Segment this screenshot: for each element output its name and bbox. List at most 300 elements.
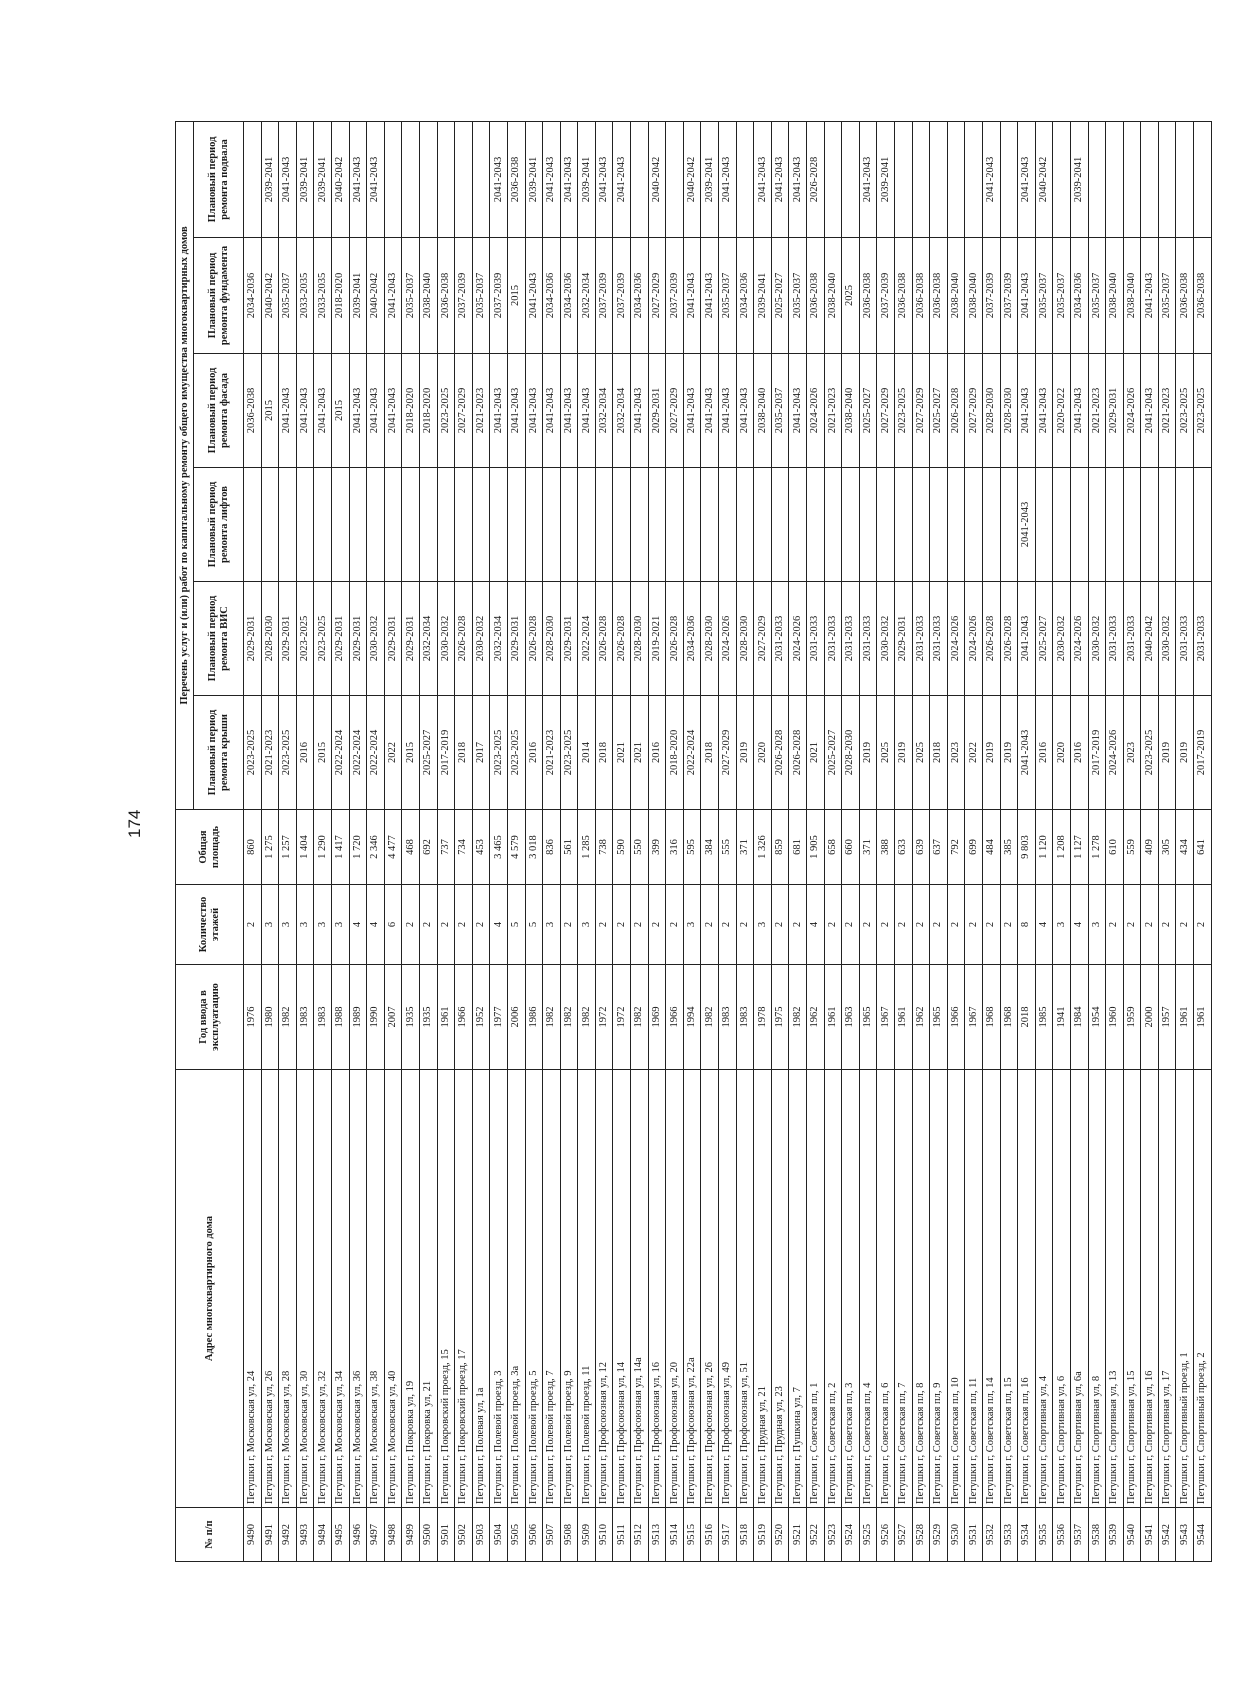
table-row [666, 121, 684, 1561]
cell-num: 9527 [894, 1508, 912, 1562]
cell-year: 1983 [296, 965, 314, 1070]
cell-num: 9521 [789, 1508, 807, 1562]
cell-year: 1957 [1158, 965, 1176, 1070]
cell-lift [736, 468, 754, 582]
cell-num: 9540 [1123, 1508, 1141, 1562]
cell-area: 1 285 [578, 810, 596, 885]
cell-lift [1053, 468, 1071, 582]
cell-year: 1972 [595, 965, 613, 1070]
cell-year: 1969 [648, 965, 666, 1070]
cell-roof: 2019 [1158, 696, 1176, 810]
table-row [1000, 121, 1018, 1561]
cell-year: 1983 [736, 965, 754, 1070]
cell-foundation: 2027-2029 [648, 238, 666, 354]
cell-area: 734 [455, 810, 473, 885]
cell-vis: 2031-2033 [824, 582, 842, 696]
cell-foundation: 2025-2027 [771, 238, 789, 354]
cell-basement [930, 121, 948, 237]
cell-lift [1106, 468, 1124, 582]
table-row [507, 121, 525, 1561]
table-row [525, 121, 543, 1561]
cell-vis: 2032-2034 [490, 582, 508, 696]
cell-facade: 2028-2030 [982, 354, 1000, 468]
cell-foundation: 2037-2039 [490, 238, 508, 354]
cell-year: 1983 [719, 965, 737, 1070]
cell-roof: 2025-2027 [419, 696, 437, 810]
cell-floors: 3 [261, 885, 279, 965]
cell-lift [1176, 468, 1194, 582]
cell-num: 9524 [842, 1508, 860, 1562]
cell-lift [578, 468, 596, 582]
cell-basement [455, 121, 473, 237]
cell-year: 1982 [789, 965, 807, 1070]
table-row [807, 121, 825, 1561]
header-vis: Плановый период ремонта ВИС [194, 582, 244, 696]
cell-facade: 2027-2029 [877, 354, 895, 468]
cell-basement [244, 121, 262, 237]
table-row [472, 121, 490, 1561]
cell-facade: 2023-2025 [894, 354, 912, 468]
cell-foundation: 2041-2043 [1141, 238, 1159, 354]
cell-lift [367, 468, 385, 582]
cell-foundation: 2034-2036 [543, 238, 561, 354]
cell-address: Петушки г, Прудная ул, 23 [771, 1070, 789, 1508]
cell-facade: 2041-2043 [314, 354, 332, 468]
cell-lift [1000, 468, 1018, 582]
cell-lift [666, 468, 684, 582]
table-row [455, 121, 473, 1561]
table-row [701, 121, 719, 1561]
cell-year: 1972 [613, 965, 631, 1070]
cell-basement [842, 121, 860, 237]
repair-schedule-table [175, 121, 1212, 1562]
cell-lift [437, 468, 455, 582]
cell-floors: 2 [402, 885, 420, 965]
cell-year: 1962 [912, 965, 930, 1070]
cell-roof: 2023-2025 [279, 696, 297, 810]
cell-foundation: 2036-2038 [930, 238, 948, 354]
cell-floors: 6 [384, 885, 402, 965]
cell-area: 3 018 [525, 810, 543, 885]
cell-year: 1980 [261, 965, 279, 1070]
cell-num: 9536 [1053, 1508, 1071, 1562]
cell-address: Петушки г, Прудная ул, 21 [754, 1070, 772, 1508]
cell-floors: 2 [982, 885, 1000, 965]
cell-year: 1982 [701, 965, 719, 1070]
cell-area: 590 [613, 810, 631, 885]
page-number: 174 [125, 809, 144, 838]
cell-num: 9520 [771, 1508, 789, 1562]
cell-area: 434 [1176, 810, 1194, 885]
header-address: Адрес многоквартирного дома [176, 1070, 244, 1508]
cell-lift [419, 468, 437, 582]
cell-foundation: 2015 [507, 238, 525, 354]
cell-num: 9494 [314, 1508, 332, 1562]
cell-floors: 4 [1070, 885, 1088, 965]
cell-lift [701, 468, 719, 582]
cell-num: 9511 [613, 1508, 631, 1562]
cell-basement [736, 121, 754, 237]
cell-foundation: 2037-2039 [877, 238, 895, 354]
cell-address: Петушки г, Советская пл, 11 [965, 1070, 983, 1508]
cell-floors: 2 [930, 885, 948, 965]
cell-basement: 2041-2043 [719, 121, 737, 237]
cell-basement [1141, 121, 1159, 237]
cell-roof: 2022 [965, 696, 983, 810]
cell-roof: 2016 [648, 696, 666, 810]
cell-facade: 2041-2043 [701, 354, 719, 468]
cell-floors: 4 [490, 885, 508, 965]
table-row [631, 121, 649, 1561]
cell-facade: 2026-2028 [947, 354, 965, 468]
cell-floors: 3 [754, 885, 772, 965]
cell-roof: 2018 [595, 696, 613, 810]
cell-foundation: 2038-2040 [965, 238, 983, 354]
table-row [719, 121, 737, 1561]
cell-roof: 2014 [578, 696, 596, 810]
cell-roof: 2016 [1070, 696, 1088, 810]
table-row [789, 121, 807, 1561]
cell-basement [1194, 121, 1212, 237]
cell-facade: 2025-2027 [930, 354, 948, 468]
cell-vis: 2024-2026 [789, 582, 807, 696]
cell-floors: 2 [894, 885, 912, 965]
cell-foundation: 2036-2038 [894, 238, 912, 354]
cell-num: 9539 [1106, 1508, 1124, 1562]
table-row [683, 121, 701, 1561]
cell-address: Петушки г, Советская пл, 7 [894, 1070, 912, 1508]
cell-basement: 2039-2041 [314, 121, 332, 237]
table-row [613, 121, 631, 1561]
cell-roof: 2023-2025 [507, 696, 525, 810]
cell-floors: 2 [1176, 885, 1194, 965]
cell-facade: 2041-2043 [490, 354, 508, 468]
cell-num: 9508 [560, 1508, 578, 1562]
cell-facade: 2027-2029 [666, 354, 684, 468]
cell-num: 9502 [455, 1508, 473, 1562]
cell-lift [1088, 468, 1106, 582]
cell-floors: 2 [1141, 885, 1159, 965]
cell-area: 1 905 [807, 810, 825, 885]
cell-area: 1 208 [1053, 810, 1071, 885]
cell-vis: 2024-2026 [1070, 582, 1088, 696]
cell-facade: 2041-2043 [296, 354, 314, 468]
cell-floors: 3 [314, 885, 332, 965]
cell-lift [296, 468, 314, 582]
table-row [279, 121, 297, 1561]
cell-roof: 2022-2024 [331, 696, 349, 810]
cell-floors: 2 [789, 885, 807, 965]
cell-lift [877, 468, 895, 582]
table-row [912, 121, 930, 1561]
cell-roof: 2019 [1176, 696, 1194, 810]
cell-basement: 2041-2043 [754, 121, 772, 237]
cell-vis: 2019-2021 [648, 582, 666, 696]
cell-num: 9513 [648, 1508, 666, 1562]
cell-year: 1984 [1070, 965, 1088, 1070]
cell-foundation: 2035-2037 [1035, 238, 1053, 354]
cell-lift [719, 468, 737, 582]
cell-floors: 3 [1053, 885, 1071, 965]
cell-facade: 2041-2043 [349, 354, 367, 468]
cell-vis: 2026-2028 [525, 582, 543, 696]
cell-floors: 8 [1018, 885, 1036, 965]
cell-vis: 2030-2032 [472, 582, 490, 696]
cell-year: 1954 [1088, 965, 1106, 1070]
cell-roof: 2041-2043 [1018, 696, 1036, 810]
cell-floors: 2 [244, 885, 262, 965]
cell-foundation: 2041-2043 [701, 238, 719, 354]
cell-basement [402, 121, 420, 237]
cell-lift [1035, 468, 1053, 582]
cell-area: 484 [982, 810, 1000, 885]
cell-address: Петушки г, Спортивная ул, 4 [1035, 1070, 1053, 1508]
table-row [595, 121, 613, 1561]
cell-address: Петушки г, Покровский проезд, 17 [455, 1070, 473, 1508]
cell-vis: 2031-2033 [930, 582, 948, 696]
cell-facade: 2041-2043 [789, 354, 807, 468]
cell-foundation: 2041-2043 [525, 238, 543, 354]
cell-year: 2006 [507, 965, 525, 1070]
cell-address: Петушки г, Спортивная ул, 13 [1106, 1070, 1124, 1508]
cell-floors: 2 [560, 885, 578, 965]
cell-floors: 2 [912, 885, 930, 965]
cell-facade: 2021-2023 [1158, 354, 1176, 468]
cell-num: 9515 [683, 1508, 701, 1562]
cell-year: 1962 [807, 965, 825, 1070]
cell-floors: 2 [1106, 885, 1124, 965]
cell-year: 2000 [1141, 965, 1159, 1070]
cell-year: 1961 [437, 965, 455, 1070]
cell-roof: 2018 [930, 696, 948, 810]
cell-foundation: 2033-2035 [314, 238, 332, 354]
cell-num: 9544 [1194, 1508, 1212, 1562]
cell-foundation: 2036-2038 [807, 238, 825, 354]
cell-foundation: 2034-2036 [1070, 238, 1088, 354]
cell-roof: 2023 [1123, 696, 1141, 810]
table-row [1088, 121, 1106, 1561]
cell-year: 1982 [560, 965, 578, 1070]
cell-address: Петушки г, Полевой проезд, 5 [525, 1070, 543, 1508]
header-num: № п/п [176, 1508, 244, 1562]
cell-num: 9505 [507, 1508, 525, 1562]
cell-area: 1 275 [261, 810, 279, 885]
cell-lift [314, 468, 332, 582]
cell-roof: 2023 [947, 696, 965, 810]
cell-foundation: 2040-2042 [367, 238, 385, 354]
cell-address: Петушки г, Покровка ул, 19 [402, 1070, 420, 1508]
cell-lift [1158, 468, 1176, 582]
cell-num: 9490 [244, 1508, 262, 1562]
cell-address: Петушки г, Спортивная ул, 16 [1141, 1070, 1159, 1508]
cell-num: 9537 [1070, 1508, 1088, 1562]
cell-address: Петушки г, Полевая ул, 1а [472, 1070, 490, 1508]
cell-address: Петушки г, Московская ул, 32 [314, 1070, 332, 1508]
cell-basement: 2041-2043 [490, 121, 508, 237]
cell-address: Петушки г, Московская ул, 30 [296, 1070, 314, 1508]
cell-num: 9519 [754, 1508, 772, 1562]
table-row [543, 121, 561, 1561]
cell-year: 1966 [455, 965, 473, 1070]
cell-lift [613, 468, 631, 582]
cell-basement [384, 121, 402, 237]
cell-vis: 2023-2025 [314, 582, 332, 696]
cell-vis: 2026-2028 [455, 582, 473, 696]
table-row [736, 121, 754, 1561]
cell-lift [859, 468, 877, 582]
table-row [859, 121, 877, 1561]
cell-foundation: 2034-2036 [631, 238, 649, 354]
cell-vis: 2030-2032 [1053, 582, 1071, 696]
cell-area: 1 127 [1070, 810, 1088, 885]
cell-vis: 2031-2033 [1106, 582, 1124, 696]
cell-roof: 2016 [296, 696, 314, 810]
table-row [1141, 121, 1159, 1561]
cell-roof: 2021 [807, 696, 825, 810]
cell-area: 1 120 [1035, 810, 1053, 885]
cell-foundation: 2035-2037 [1053, 238, 1071, 354]
cell-address: Петушки г, Полевой проезд, 9 [560, 1070, 578, 1508]
cell-num: 9531 [965, 1508, 983, 1562]
cell-facade: 2020-2022 [1053, 354, 1071, 468]
cell-facade: 2041-2043 [1035, 354, 1053, 468]
cell-facade: 2041-2043 [560, 354, 578, 468]
cell-facade: 2041-2043 [1070, 354, 1088, 468]
cell-roof: 2025 [912, 696, 930, 810]
cell-area: 836 [543, 810, 561, 885]
cell-year: 1990 [367, 965, 385, 1070]
cell-address: Петушки г, Московская ул, 28 [279, 1070, 297, 1508]
cell-basement: 2039-2041 [296, 121, 314, 237]
cell-roof: 2015 [402, 696, 420, 810]
cell-lift [912, 468, 930, 582]
cell-lift [472, 468, 490, 582]
cell-address: Петушки г, Советская пл, 15 [1000, 1070, 1018, 1508]
cell-floors: 2 [947, 885, 965, 965]
cell-vis: 2030-2032 [367, 582, 385, 696]
header-foundation: Плановый период ремонта фундамента [194, 238, 244, 354]
cell-floors: 2 [631, 885, 649, 965]
cell-address: Петушки г, Полевой проезд, 7 [543, 1070, 561, 1508]
cell-foundation: 2034-2036 [560, 238, 578, 354]
cell-year: 1961 [1194, 965, 1212, 1070]
cell-foundation: 2034-2036 [736, 238, 754, 354]
cell-roof: 2023-2025 [244, 696, 262, 810]
cell-address: Петушки г, Полевой проезд, 3 [490, 1070, 508, 1508]
cell-basement: 2039-2041 [261, 121, 279, 237]
cell-num: 9522 [807, 1508, 825, 1562]
cell-facade: 2041-2043 [525, 354, 543, 468]
cell-floors: 2 [859, 885, 877, 965]
cell-roof: 2015 [314, 696, 332, 810]
table-row [1123, 121, 1141, 1561]
cell-vis: 2025-2027 [1035, 582, 1053, 696]
cell-foundation: 2040-2042 [261, 238, 279, 354]
cell-lift [982, 468, 1000, 582]
cell-roof: 2018 [455, 696, 473, 810]
cell-area: 1 257 [279, 810, 297, 885]
header-facade: Плановый период ремонта фасада [194, 354, 244, 468]
cell-vis: 2026-2028 [1000, 582, 1018, 696]
cell-vis: 2030-2032 [437, 582, 455, 696]
cell-lift [648, 468, 666, 582]
cell-foundation: 2037-2039 [613, 238, 631, 354]
cell-floors: 2 [595, 885, 613, 965]
cell-vis: 2031-2033 [1123, 582, 1141, 696]
cell-year: 1935 [402, 965, 420, 1070]
cell-address: Петушки г, Московская ул, 26 [261, 1070, 279, 1508]
table-row [1053, 121, 1071, 1561]
cell-lift [543, 468, 561, 582]
cell-floors: 3 [683, 885, 701, 965]
cell-roof: 2024-2026 [1106, 696, 1124, 810]
cell-vis: 2031-2033 [1176, 582, 1194, 696]
cell-num: 9510 [595, 1508, 613, 1562]
cell-basement: 2041-2043 [1018, 121, 1036, 237]
cell-floors: 5 [507, 885, 525, 965]
cell-roof: 2025 [877, 696, 895, 810]
cell-foundation: 2038-2040 [824, 238, 842, 354]
cell-area: 468 [402, 810, 420, 885]
cell-year: 1985 [1035, 965, 1053, 1070]
cell-roof: 2017-2019 [1088, 696, 1106, 810]
cell-floors: 4 [807, 885, 825, 965]
cell-foundation: 2035-2037 [279, 238, 297, 354]
cell-vis: 2028-2030 [543, 582, 561, 696]
cell-num: 9533 [1000, 1508, 1018, 1562]
cell-vis: 2031-2033 [807, 582, 825, 696]
cell-foundation: 2037-2039 [982, 238, 1000, 354]
cell-lift [331, 468, 349, 582]
cell-year: 1982 [578, 965, 596, 1070]
header-group: Перечень услуг и (или) работ по капитальному ремонту общего имущества многоквартирных домов [176, 121, 194, 809]
table-row [314, 121, 332, 1561]
cell-lift [279, 468, 297, 582]
cell-vis: 2024-2026 [947, 582, 965, 696]
cell-address: Петушки г, Профсоюзная ул, 26 [701, 1070, 719, 1508]
cell-roof: 2019 [736, 696, 754, 810]
cell-roof: 2023-2025 [490, 696, 508, 810]
cell-vis: 2031-2033 [842, 582, 860, 696]
cell-facade: 2021-2023 [824, 354, 842, 468]
table-row [331, 121, 349, 1561]
cell-basement: 2041-2043 [279, 121, 297, 237]
cell-area: 1 417 [331, 810, 349, 885]
cell-basement [666, 121, 684, 237]
cell-roof: 2018-2020 [666, 696, 684, 810]
cell-year: 1994 [683, 965, 701, 1070]
cell-area: 633 [894, 810, 912, 885]
table-row [877, 121, 895, 1561]
table-body [244, 121, 1212, 1561]
cell-year: 1967 [877, 965, 895, 1070]
cell-area: 681 [789, 810, 807, 885]
cell-facade: 2041-2043 [683, 354, 701, 468]
cell-basement [894, 121, 912, 237]
cell-foundation: 2039-2041 [754, 238, 772, 354]
cell-floors: 2 [965, 885, 983, 965]
cell-facade: 2024-2026 [1123, 354, 1141, 468]
cell-area: 3 465 [490, 810, 508, 885]
cell-basement [912, 121, 930, 237]
cell-vis: 2031-2033 [912, 582, 930, 696]
cell-facade: 2028-2030 [1000, 354, 1018, 468]
cell-foundation: 2036-2038 [437, 238, 455, 354]
cell-lift [947, 468, 965, 582]
cell-facade: 2029-2031 [648, 354, 666, 468]
cell-floors: 3 [279, 885, 297, 965]
cell-year: 1968 [1000, 965, 1018, 1070]
